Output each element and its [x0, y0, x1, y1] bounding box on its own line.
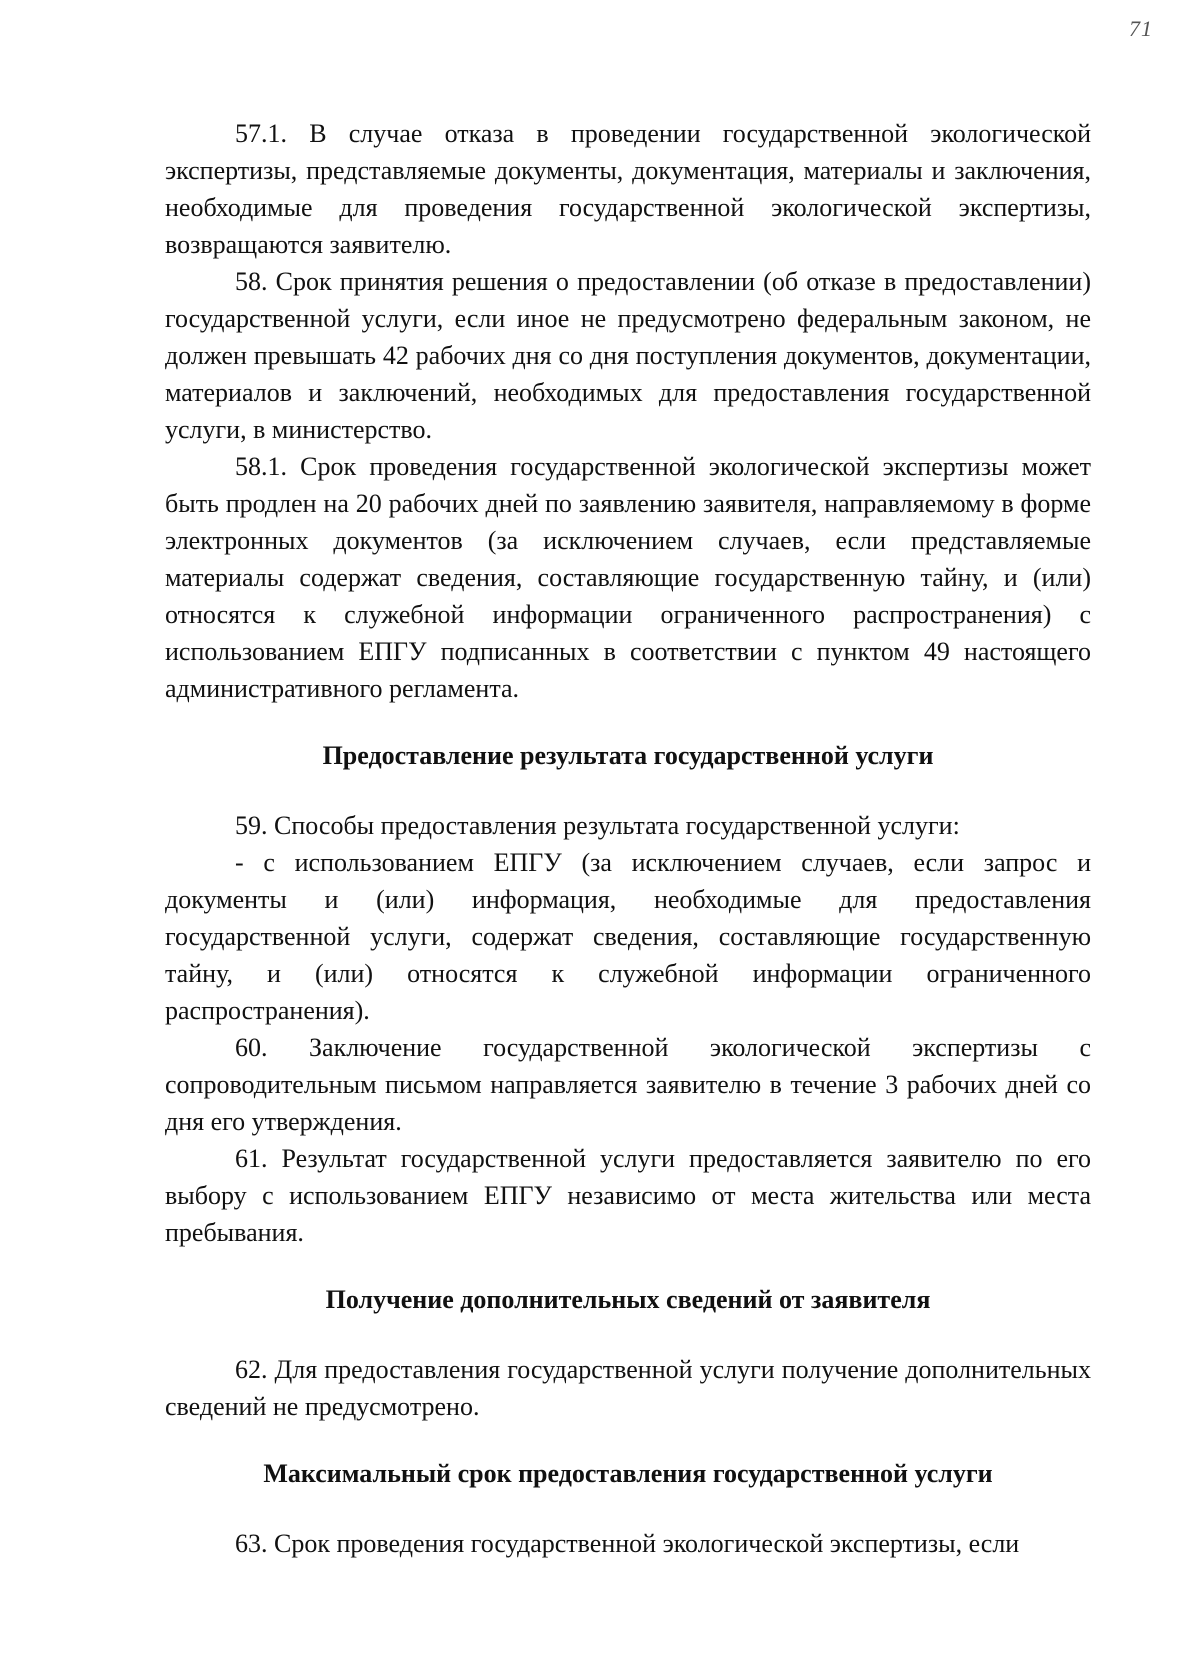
paragraph-62: 62. Для предоставления государственной услуги получение дополнительных сведений не предусмотрено. [165, 1355, 1091, 1421]
section-heading-additional: Получение дополнительных сведений от заявителя [325, 1285, 931, 1314]
section-heading-result: Предоставление результата государственной услуги [322, 741, 934, 770]
document-body [165, 115, 1091, 1562]
paragraph-58: 58. Срок принятия решения о предоставлении (об отказе в предоставлении) государственной услуги, если иное не предусмотрено федеральным законом, не должен превышать 42 рабочих дня со дня поступления документов, документации, материалов и заключений, необходимых для предоставления государственной услуги, в министерство. [165, 267, 1091, 444]
paragraph-57-1: 57.1. В случае отказа в проведении государственной экологической экспертизы, представляемые документы, документация, материалы и заключения, необходимые для проведения государственной экологической экспертизы, возвращаются заявителю. [165, 119, 1091, 259]
page-number: 71 [1129, 16, 1153, 41]
paragraph-58-1: 58.1. Срок проведения государственной экологической экспертизы может быть продлен на 20 рабочих дней по заявлению заявителя, направляемому в форме электронных документов (за исключением случаев, если представляемые материалы содержат сведения, составляющие государственную тайну, и (или) относятся к служебной информации ограниченного распространения) с использованием ЕПГУ подписанных в соответствии с пунктом 49 настоящего административного регламента. [165, 452, 1091, 703]
paragraph-63: 63. Срок проведения государственной экологической экспертизы, если [235, 1529, 1020, 1558]
paragraph-61: 61. Результат государственной услуги предоставляется заявителю по его выбору с использованием ЕПГУ независимо от места жительства или места пребывания. [165, 1144, 1091, 1247]
paragraph-59-item: - с использованием ЕПГУ (за исключением случаев, если запрос и документы и (или) информация, необходимые для предоставления государственной услуги, содержат сведения, составляющие государственную тайну, и (или) относятся к служебной информации ограниченного распространения). [165, 848, 1091, 1025]
section-heading-max-term: Максимальный срок предоставления государственной услуги [263, 1459, 993, 1488]
paragraph-60: 60. Заключение государственной экологической экспертизы с сопроводительным письмом направляется заявителю в течение 3 рабочих дней со дня его утверждения. [165, 1033, 1091, 1136]
paragraph-59: 59. Способы предоставления результата государственной услуги: [235, 811, 960, 840]
